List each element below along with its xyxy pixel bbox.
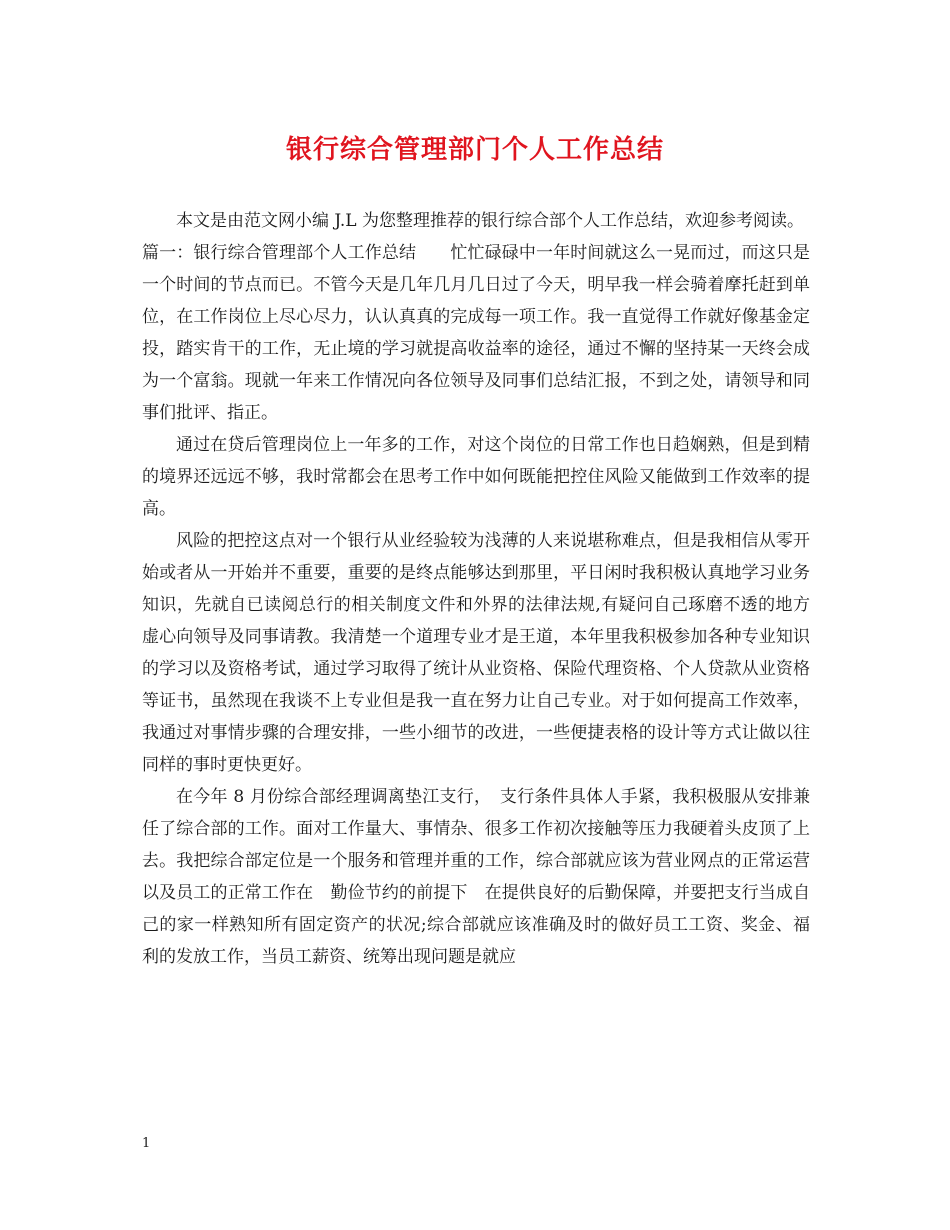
document-body: [142, 205, 810, 973]
page-number: 1: [142, 1136, 151, 1151]
intro-paragraph: 本文是由范文网小编 J.L 为您整理推荐的银行综合部个人工作总结，欢迎参考阅读。: [176, 211, 804, 231]
risk-control-paragraph: 风险的把控这点对一个银行从业经验较为浅薄的人来说堪称难点，但是我相信从零开始或者从一开始并不重要，重要的是终点能够达到那里，平日闲时我积极认真地学习业务知识，先就自已读阅总行的相关制度文件和外界的法律法规,有疑问自己琢磨不透的地方虚心向领导及同事请教。我清楚一个道理专业才是王道，本年里我积极参加各种专业知识的学习以及资格考试，通过学习取得了统计从业资格、保险代理资格、个人贷款从业资格等证书，虽然现在我谈不上专业但是我一直在努力让自己专业。对于如何提高工作效率，我通过对事情步骤的合理安排，一些小细节的改进，一些便捷表格的设计等方式让做以往同样的事时更快更好。: [142, 531, 810, 775]
general-department-paragraph: 在今年 8 月份综合部经理调离垫江支行， 支行条件具体人手紧，我积极服从安排兼任了综合部的工作。面对工作量大、事情杂、很多工作初次接触等压力我硬着头皮顶了上去。我把综合部定位是一个服务和管理并重的工作，综合部就应该为营业网点的正常运营以及员工的正常工作在 勤俭节约的前提下 在提供良好的后勤保障，并要把支行当成自己的家一样熟知所有固定资产的状况;综合部就应该准确及时的做好员工工资、奖金、福利的发放工作，当员工薪资、统筹出现问题是就应: [142, 787, 810, 967]
section-one-paragraph: 篇一：银行综合管理部个人工作总结 忙忙碌碌中一年时间就这么一晃而过，而这只是一个时间的节点而已。不管今天是几年几月几日过了今天，明早我一样会骑着摩托赶到单位，在工作岗位上尽心尽力，认认真真的完成每一项工作。我一直觉得工作就好像基金定投，踏实肯干的工作，无止境的学习就提高收益率的途径，通过不懈的坚持某一天终会成为一个富翁。现就一年来工作情况向各位领导及同事们总结汇报，不到之处，请领导和同事们批评、指正。: [142, 243, 810, 423]
post-loan-paragraph: 通过在贷后管理岗位上一年多的工作，对这个岗位的日常工作也日趋娴熟，但是到精的境界还远远不够，我时常都会在思考工作中如何既能把控住风险又能做到工作效率的提高。: [142, 435, 810, 519]
document-title: 银行综合管理部门个人工作总结: [285, 135, 664, 165]
